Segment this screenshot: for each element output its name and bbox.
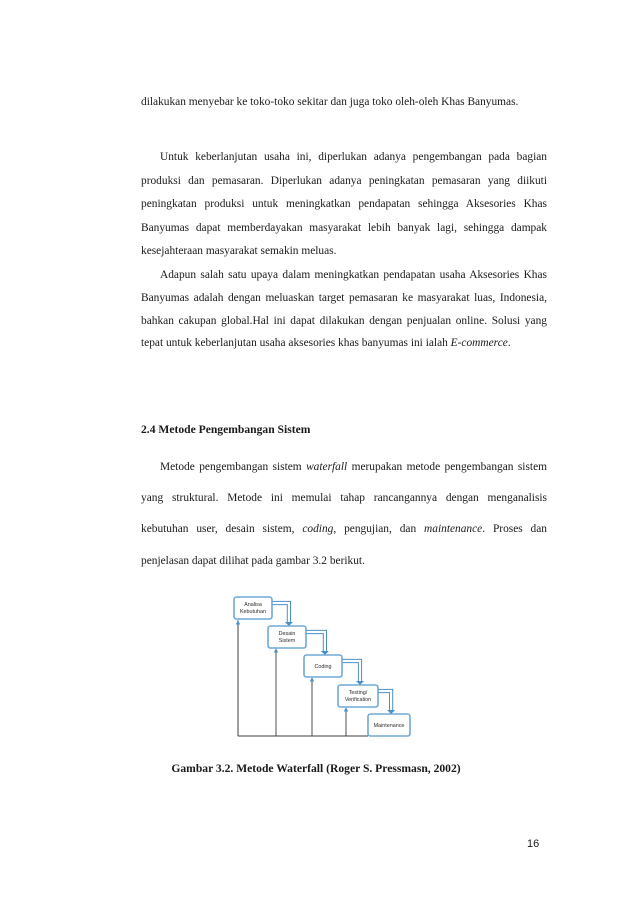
stage-label: Sistem: [278, 638, 296, 644]
stage-label: Maintenance: [373, 723, 405, 729]
cascade-arrow-inner: [272, 603, 289, 623]
cascade-arrow: [342, 661, 360, 682]
stage-box: [268, 626, 306, 648]
paragraph-4-text-d: . Proses dan penjelasan dapat dilihat pada gambar 3.2 berikut.: [141, 523, 548, 567]
paragraph-2-text: Untuk keberlanjutan usaha ini, diperlukan adanya pengembangan pada bagian produksi dan pemasaran. Diperlukan adanya peningkatan pemasaran yang diikuti peningkatan produksi untuk meningkatkan pendapatan sehingga Aksesories Khas Banyumas dapat memberdayakan masyarakat lebih banyak lagi, sehingga dampak kesejahteraan masyarakat semakin meluas.: [141, 151, 547, 258]
cascade-arrow-inner: [342, 661, 360, 682]
stage-label: Kebutuhan: [239, 609, 267, 615]
paragraph-1: [141, 91, 547, 115]
cascade-arrow-inner: [306, 632, 325, 652]
page-number: 16: [527, 838, 540, 850]
figure-caption: [0, 762, 638, 775]
stage-box: [338, 685, 378, 707]
stage-label: Coding: [314, 664, 332, 670]
paragraph-3-text: Adapun salah satu upaya dalam meningkatkan pendapatan usaha Aksesories Khas Banyumas adalah dengan meluaskan target pemasaran ke masyarakat luas, Indonesia, bahkan cakupan global.Hal ini dapat dilakukan dengan penjualan online. Solusi yang tepat untuk keberlanjutan usaha aksesories khas banyumas ini ialah: [141, 269, 547, 350]
paragraph-4-text-a: Metode pengembangan sistem: [160, 461, 307, 473]
paragraph-4-maintenance-term: maintenance: [424, 523, 483, 536]
cascade-arrow: [378, 691, 391, 711]
paragraph-4: [141, 452, 547, 577]
paragraph-4-text-c: , pengujian, dan: [333, 523, 425, 536]
paragraph-4-waterfall-term: waterfall: [306, 461, 348, 473]
paragraph-2: [141, 146, 547, 264]
paragraph-1-text: dilakukan menyebar ke toko-toko sekitar dan juga toko oleh-oleh Khas Banyumas.: [141, 96, 519, 108]
stage-box: [234, 597, 272, 619]
stage-label: Testing/: [348, 690, 368, 696]
figure-caption-text: Gambar 3.2. Metode Waterfall (Roger S. Pressmasn, 2002): [171, 762, 461, 775]
stage-label: Analisa: [244, 602, 262, 608]
cascade-arrow: [272, 603, 289, 623]
stage-label: Desain: [278, 631, 296, 637]
paragraph-3-italic-term: E-commerce: [450, 337, 508, 350]
paragraph-4-text-b: merupakan metode pengembangan sistem yang struktural. Metode ini memulai tahap rancangannya dengan menganalisis kebutuhan user, desain sistem,: [141, 461, 547, 536]
waterfall-diagram: [228, 593, 418, 743]
stage-label: Verification: [344, 697, 372, 703]
waterfall-figure: [228, 593, 418, 743]
section-heading: 2.4 Metode Pengembangan Sistem: [141, 423, 311, 436]
paragraph-3: [141, 264, 547, 355]
paragraph-4-coding-term: coding: [302, 523, 334, 536]
cascade-arrow: [306, 632, 325, 652]
paragraph-3-end: .: [507, 337, 511, 350]
